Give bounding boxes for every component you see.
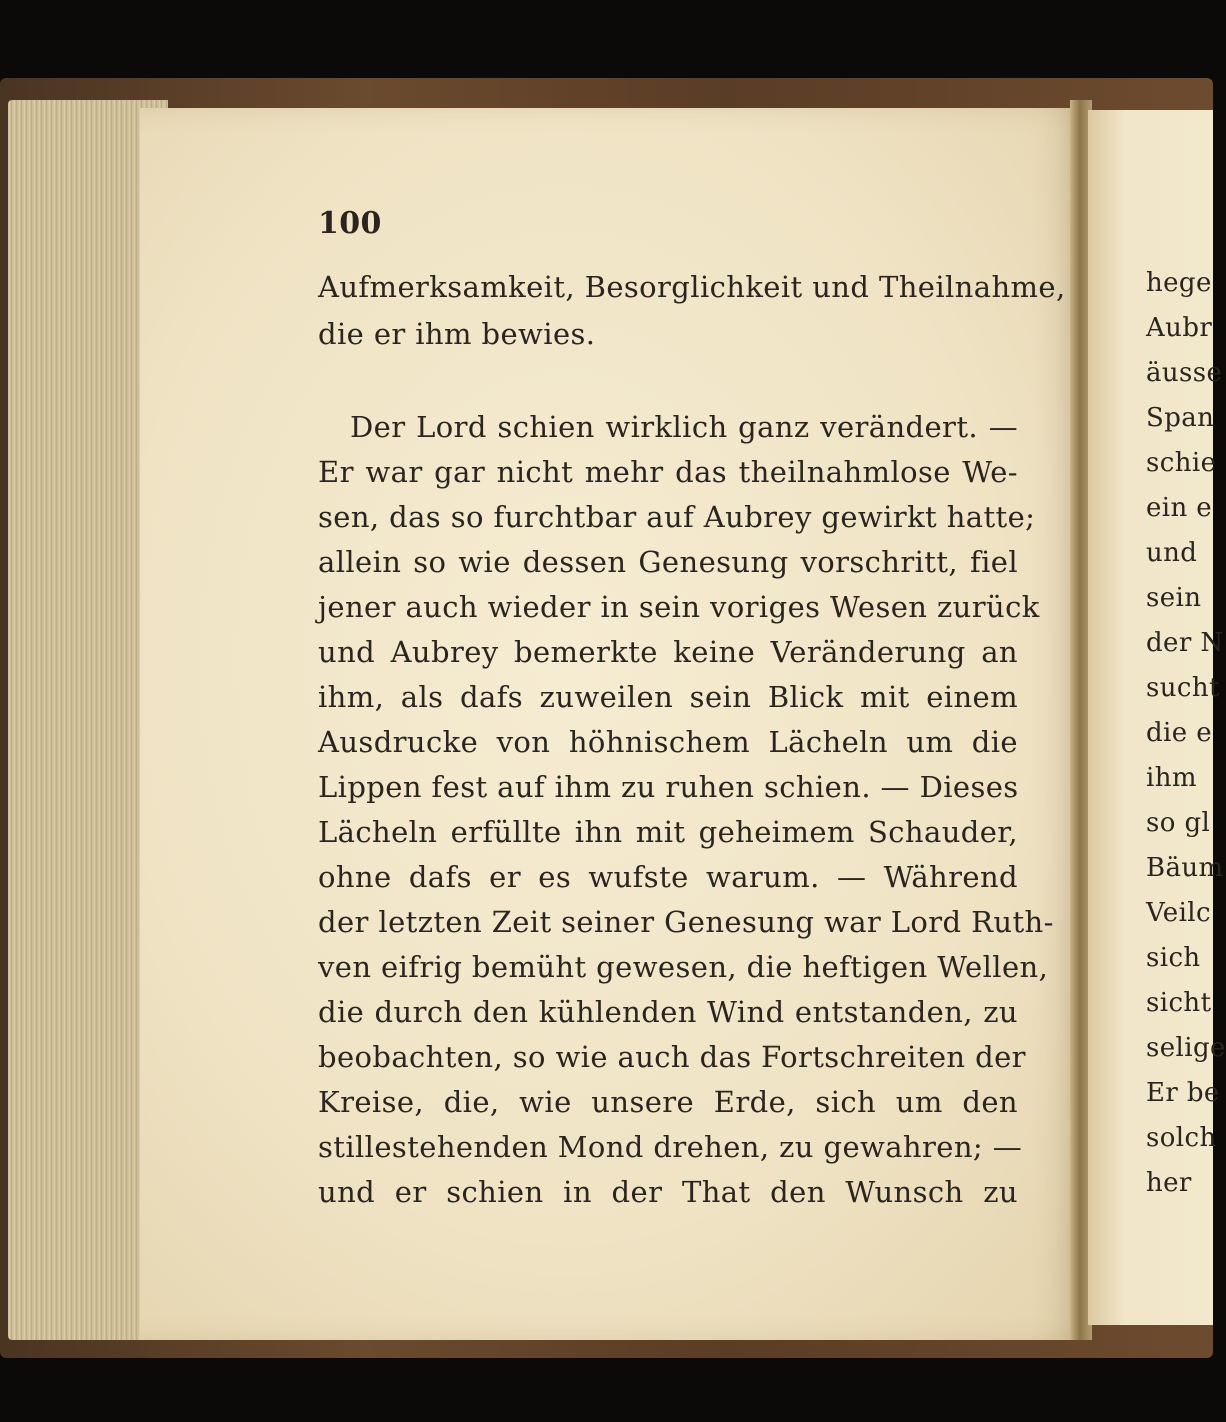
text-line: der letzten Zeit seiner Genesung war Lord Ruth- — [318, 905, 1054, 939]
facing-text-fragment: Aubr — [1146, 313, 1213, 343]
facing-text-fragment: sicht — [1146, 988, 1212, 1018]
text-line: stillestehenden Mond drehen, zu gewahren; — — [318, 1130, 1023, 1164]
text-line: Ausdrucke von höhnischem Lächeln um die — [318, 725, 1018, 759]
text-line: Er war gar nicht mehr das theilnahmlose We- — [318, 455, 1018, 489]
text-line: Der Lord schien wirklich ganz verändert. — — [350, 410, 1018, 444]
facing-text-fragment: und — [1146, 538, 1198, 568]
text-line: ven eifrig bemüht gewesen, die heftigen Wellen, — [318, 950, 1049, 984]
text-line: jener auch wieder in sein voriges Wesen zurück — [318, 590, 1040, 624]
facing-text-fragment: schie — [1146, 448, 1217, 478]
facing-text-fragment: Span — [1146, 403, 1215, 433]
facing-text-fragment: Veilc — [1146, 898, 1211, 928]
facing-text-fragment: so gl — [1146, 808, 1211, 838]
text-line: und er schien in der That den Wunsch zu — [318, 1175, 1018, 1209]
text-line: die er ihm bewies. — [318, 317, 596, 351]
facing-text-fragment: der N — [1146, 628, 1224, 658]
text-line: Kreise, die, wie unsere Erde, sich um den — [318, 1085, 1018, 1119]
facing-text-fragment: solch — [1146, 1123, 1217, 1153]
facing-text-fragment: her — [1146, 1168, 1192, 1198]
text-line: sen, das so furchtbar auf Aubrey gewirkt hatte; — [318, 500, 1036, 534]
facing-text-fragment: Er be — [1146, 1078, 1220, 1108]
facing-text-fragment: Bäum — [1146, 853, 1224, 883]
page-number: 100 — [318, 206, 382, 241]
text-line: Aufmerksamkeit, Besorglichkeit und Theilnahme, — [318, 270, 1066, 304]
text-line: ohne dafs er es wufste warum. — Während — [318, 860, 1018, 894]
facing-text-fragment: sein — [1146, 583, 1202, 613]
facing-text-fragment: ein e — [1146, 493, 1213, 523]
text-line: und Aubrey bemerkte keine Veränderung an — [318, 635, 1018, 669]
facing-text-fragment: sucht — [1146, 673, 1220, 703]
facing-text-fragment: selige — [1146, 1033, 1226, 1063]
facing-text-fragment: sich — [1146, 943, 1201, 973]
facing-text-fragment: hege — [1146, 268, 1212, 298]
facing-text-fragment: ihm — [1146, 763, 1197, 793]
text-line: beobachten, so wie auch das Fortschreiten der — [318, 1040, 1026, 1074]
text-line: allein so wie dessen Genesung vorschritt, fiel — [318, 545, 1018, 579]
text-line: die durch den kühlenden Wind entstanden, zu — [318, 995, 1018, 1029]
facing-text-fragment: äusse — [1146, 358, 1223, 388]
facing-text-fragment: die e — [1146, 718, 1212, 748]
text-line: Lächeln erfüllte ihn mit geheimem Schauder, — [318, 815, 1018, 849]
text-line: ihm, als dafs zuweilen sein Blick mit einem — [318, 680, 1018, 714]
text-line: Lippen fest auf ihm zu ruhen schien. — Dieses — [318, 770, 1019, 804]
